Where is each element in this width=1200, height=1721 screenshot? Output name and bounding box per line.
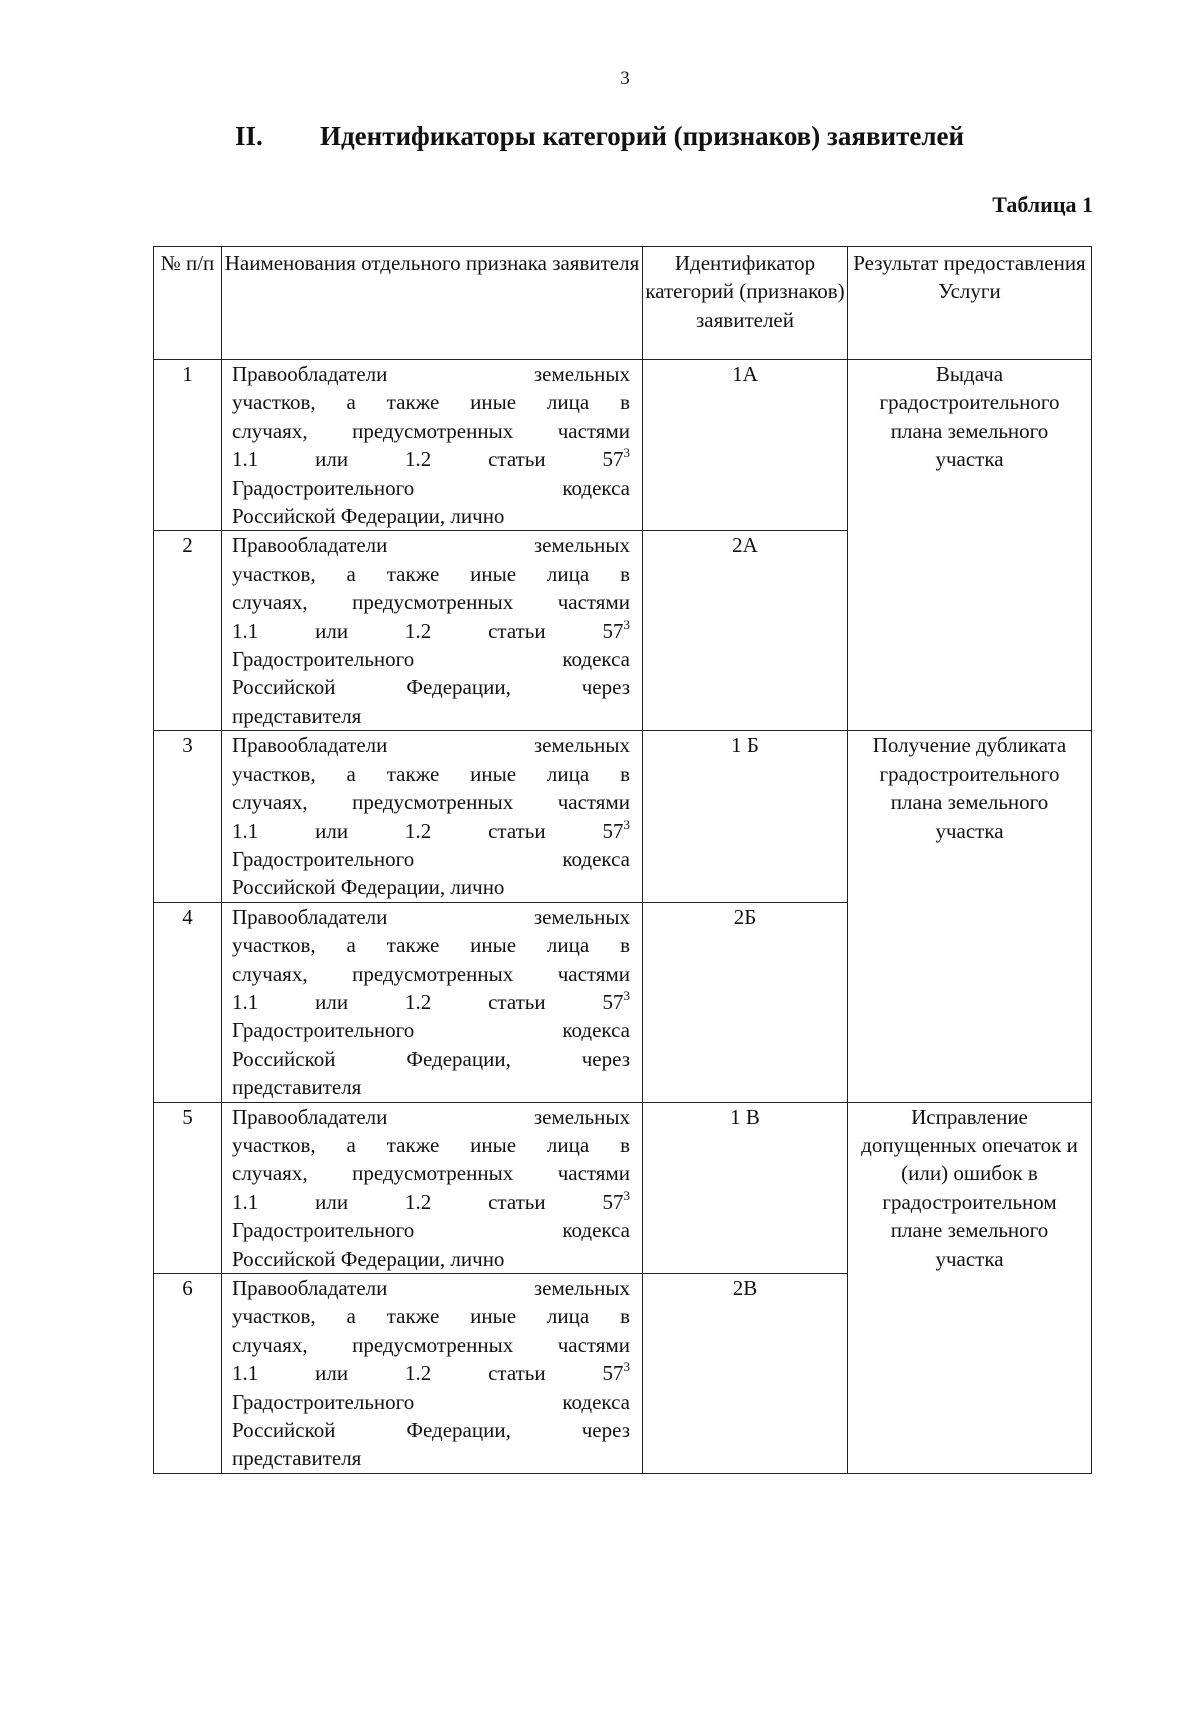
row-identifier: 1А [643, 360, 848, 531]
row-description [222, 1102, 643, 1273]
description-line: представителя [232, 1075, 362, 1100]
superscript: 3 [623, 1187, 630, 1203]
description-line: Российской Федерации, лично [232, 504, 505, 529]
description-line: участков, а также иные лица в [232, 390, 630, 415]
row-identifier: 2А [643, 531, 848, 731]
description-line: случаях, предусмотренных частями [232, 1332, 630, 1357]
superscript: 3 [623, 987, 630, 1003]
page-number: 3 [620, 68, 630, 89]
description-line: Градостроительного кодекса [232, 1218, 630, 1243]
description-line: Российской Федерации, через [232, 1418, 630, 1443]
description-line: случаях, предусмотренных частями [232, 590, 630, 615]
description-line: Российской Федерации, лично [232, 875, 505, 900]
description-line: Российской Федерации, лично [232, 1246, 505, 1271]
description-line: Российской Федерации, через [232, 1046, 630, 1071]
result-cell: Выдача градостроительного плана земельного участка [848, 360, 1092, 731]
row-identifier: 1 В [643, 1102, 848, 1273]
description-line: Градостроительного кодекса [232, 1018, 630, 1043]
table-row [154, 360, 1092, 531]
table-caption: Таблица 1 [992, 192, 1093, 217]
description-line: участков, а также иные лица в [232, 761, 630, 786]
description-line: участков, а также иные лица в [232, 561, 630, 586]
description-line: Правообладатели земельных [232, 362, 630, 386]
row-number: 6 [154, 1274, 222, 1474]
table-row [154, 1102, 1092, 1273]
description-line: Градостроительного кодекса [232, 1389, 630, 1414]
row-identifier: 2Б [643, 902, 848, 1102]
description-line: 1.1 или 1.2 статьи $57^3$ [232, 987, 630, 1014]
result-cell: Получение дубликата градостроительного плана земельного участка [848, 731, 1092, 1102]
row-number: 1 [154, 360, 222, 531]
description-line: случаях, предусмотренных частями [232, 1161, 630, 1186]
section-number: II. [235, 121, 263, 151]
row-description [222, 731, 643, 902]
superscript: 3 [623, 816, 630, 832]
table-row [154, 731, 1092, 902]
description-line: случаях, предусмотренных частями [232, 418, 630, 443]
description-line: 1.1 или 1.2 статьи $57^3$ [232, 1359, 630, 1386]
superscript: 3 [623, 445, 630, 461]
description-line: 1.1 или 1.2 статьи $57^3$ [232, 445, 630, 472]
description-line: Градостроительного кодекса [232, 647, 630, 672]
description-line: Российской Федерации, через [232, 675, 630, 700]
description-line: участков, а также иные лица в [232, 933, 630, 958]
description-line: представителя [232, 1446, 362, 1471]
description-line: Градостроительного кодекса [232, 846, 630, 871]
description-line: 1.1 или 1.2 статьи $57^3$ [232, 1187, 630, 1214]
superscript: 3 [623, 616, 630, 632]
header-result: Результат предоставления Услуги [848, 247, 1092, 360]
table-header-row [154, 247, 1092, 360]
description-line: Правообладатели земельных [232, 1276, 630, 1300]
header-name: Наименования отдельного признака заявителя [222, 247, 643, 360]
description-line: 1.1 или 1.2 статьи $57^3$ [232, 816, 630, 843]
description-line: случаях, предусмотренных частями [232, 961, 630, 986]
header-identifier: Идентификатор категорий (признаков) заявителей [643, 247, 848, 360]
row-description [222, 1274, 643, 1474]
row-identifier: 2В [643, 1274, 848, 1474]
description-line: Правообладатели земельных [232, 1104, 630, 1129]
row-number: 3 [154, 731, 222, 902]
superscript: 3 [623, 1359, 630, 1375]
description-line: Правообладатели земельных [232, 904, 630, 929]
row-description [222, 902, 643, 1102]
section-title: Идентификаторы категорий (признаков) заявителей [320, 121, 965, 151]
description-line: представителя [232, 703, 362, 728]
description-line: Правообладатели земельных [232, 733, 630, 758]
applicant-categories-table [153, 246, 1092, 1474]
row-identifier: 1 Б [643, 731, 848, 902]
row-number: 4 [154, 902, 222, 1102]
row-description [222, 531, 643, 731]
row-description [222, 360, 643, 531]
description-line: участков, а также иные лица в [232, 1132, 630, 1157]
description-line: случаях, предусмотренных частями [232, 790, 630, 815]
description-line: 1.1 или 1.2 статьи $57^3$ [232, 616, 630, 643]
header-num: № п/п [154, 247, 222, 360]
description-line: участков, а также иные лица в [232, 1304, 630, 1329]
description-line: Правообладатели земельных [232, 533, 630, 558]
section-heading [235, 121, 964, 152]
result-cell: Исправление допущенных опечаток и (или) ошибок в градостроительном плане земельного участка [848, 1102, 1092, 1473]
row-number: 5 [154, 1102, 222, 1273]
row-number: 2 [154, 531, 222, 731]
description-line: Градостроительного кодекса [232, 475, 630, 500]
